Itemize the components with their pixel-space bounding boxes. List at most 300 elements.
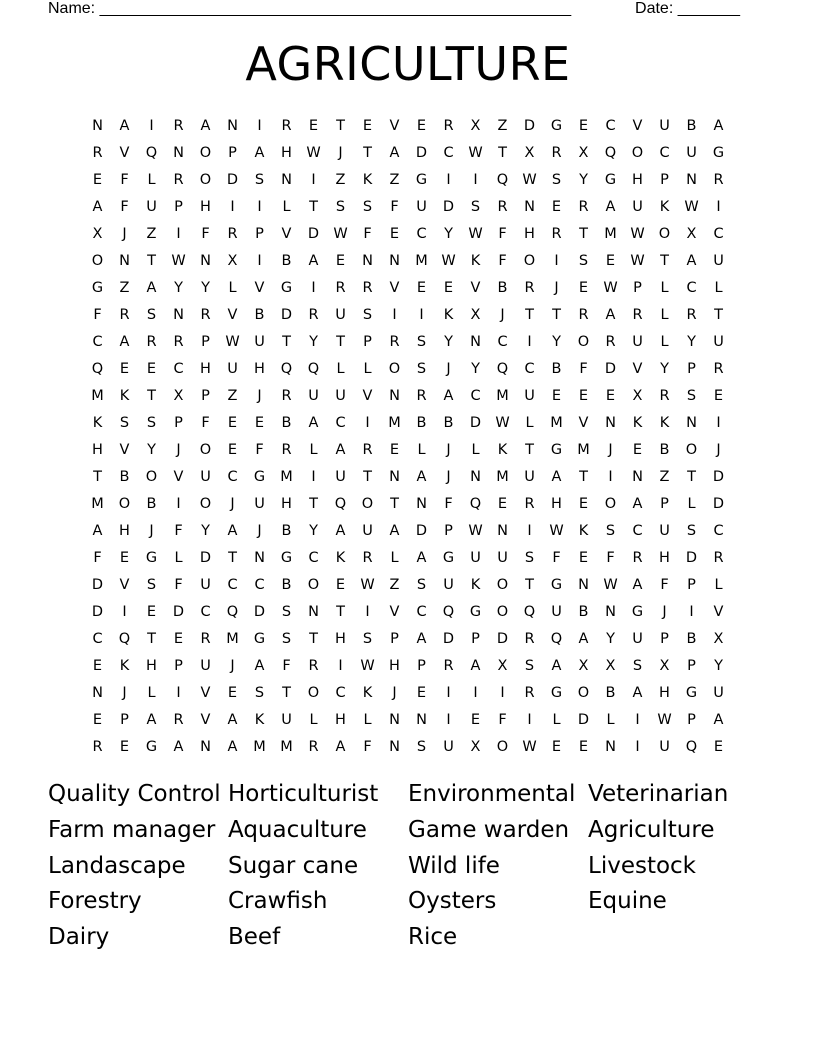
grid-letter: G — [415, 172, 428, 188]
grid-letter: A — [416, 631, 427, 647]
grid-letter: M — [550, 415, 563, 431]
grid-letter: D — [253, 604, 266, 620]
word-bank-item: Sugar cane — [228, 852, 359, 879]
grid-letter: X — [173, 388, 184, 404]
grid-letter: L — [660, 307, 669, 323]
grid-letter: W — [684, 199, 699, 215]
grid-letter: N — [605, 604, 616, 620]
grid-letter: Y — [309, 523, 318, 539]
grid-letter: W — [468, 226, 483, 242]
grid-letter: N — [389, 469, 400, 485]
grid-letter: X — [227, 253, 238, 269]
grid-row — [84, 221, 732, 248]
grid-letter: Y — [201, 523, 210, 539]
grid-letter: Q — [496, 172, 509, 188]
grid-letter: B — [497, 280, 508, 296]
grid-letter: H — [200, 361, 211, 377]
grid-letter: M — [496, 388, 509, 404]
grid-letter: I — [338, 658, 343, 674]
grid-letter: T — [147, 631, 156, 647]
grid-letter: X — [92, 226, 103, 242]
grid-letter: V — [200, 712, 211, 728]
grid-letter: H — [632, 172, 643, 188]
grid-letter: S — [362, 199, 373, 215]
word-bank — [48, 776, 788, 955]
grid-letter: T — [228, 550, 237, 566]
grid-letter: E — [578, 280, 589, 296]
grid-letter: I — [176, 685, 181, 701]
grid-letter: B — [416, 415, 427, 431]
grid-letter: N — [119, 253, 130, 269]
grid-letter: D — [91, 577, 104, 593]
grid-row — [84, 194, 732, 221]
grid-letter: Z — [389, 577, 400, 593]
grid-letter: T — [552, 307, 561, 323]
grid-letter: R — [173, 118, 184, 134]
grid-letter: V — [119, 577, 130, 593]
grid-letter: C — [524, 361, 535, 377]
grid-row — [84, 734, 732, 761]
grid-letter: U — [470, 550, 481, 566]
grid-letter: R — [92, 739, 103, 755]
grid-letter: P — [201, 388, 210, 404]
grid-letter: Y — [606, 631, 615, 647]
grid-letter: U — [686, 145, 697, 161]
grid-letter: M — [280, 469, 293, 485]
grid-letter: I — [365, 604, 370, 620]
grid-letter: P — [174, 199, 183, 215]
grid-letter: R — [524, 496, 535, 512]
grid-letter: U — [362, 523, 373, 539]
grid-letter: X — [578, 658, 589, 674]
grid-letter: R — [308, 658, 319, 674]
grid-letter: R — [173, 712, 184, 728]
grid-letter: A — [308, 415, 319, 431]
grid-letter: X — [632, 388, 643, 404]
grid-letter: A — [92, 523, 103, 539]
grid-letter: T — [579, 469, 588, 485]
grid-letter: P — [660, 172, 669, 188]
grid-letter: F — [498, 253, 507, 269]
grid-letter: Q — [496, 361, 509, 377]
grid-letter: X — [659, 658, 670, 674]
grid-letter: H — [200, 199, 211, 215]
grid-letter: C — [713, 523, 724, 539]
grid-letter: J — [554, 280, 559, 296]
grid-letter: E — [308, 118, 319, 134]
grid-letter: L — [228, 280, 237, 296]
grid-letter: P — [174, 658, 183, 674]
word-bank-item: Oysters — [408, 888, 497, 915]
grid-row — [84, 545, 732, 572]
grid-letter: E — [551, 199, 562, 215]
grid-letter: K — [470, 253, 481, 269]
grid-letter: X — [713, 631, 724, 647]
grid-letter: U — [713, 685, 724, 701]
grid-letter: Y — [444, 226, 453, 242]
grid-row — [84, 572, 732, 599]
grid-letter: Y — [201, 280, 210, 296]
grid-letter: A — [632, 577, 643, 593]
grid-letter: I — [149, 118, 154, 134]
grid-row — [84, 383, 732, 410]
grid-letter: B — [551, 361, 562, 377]
grid-letter: S — [254, 172, 265, 188]
grid-letter: S — [416, 577, 427, 593]
grid-letter: H — [335, 631, 346, 647]
grid-letter: F — [390, 199, 399, 215]
grid-letter: C — [335, 415, 346, 431]
grid-letter: P — [174, 415, 183, 431]
grid-letter: R — [416, 388, 427, 404]
grid-letter: E — [443, 280, 454, 296]
grid-letter: F — [282, 658, 291, 674]
grid-letter: M — [226, 631, 239, 647]
word-bank-item: Crawfish — [228, 888, 328, 915]
grid-letter: T — [309, 496, 318, 512]
grid-letter: C — [416, 604, 427, 620]
grid-letter: A — [335, 739, 346, 755]
grid-letter: B — [281, 577, 292, 593]
grid-letter: E — [362, 118, 373, 134]
grid-letter: B — [686, 631, 697, 647]
grid-letter: D — [91, 604, 104, 620]
grid-letter: W — [495, 415, 510, 431]
grid-letter: Q — [442, 604, 455, 620]
grid-letter: U — [659, 739, 670, 755]
grid-letter: M — [496, 469, 509, 485]
grid-letter: N — [389, 712, 400, 728]
grid-row — [84, 410, 732, 437]
grid-letter: C — [92, 631, 103, 647]
grid-letter: S — [119, 415, 130, 431]
grid-letter: A — [173, 739, 184, 755]
grid-letter: R — [281, 442, 292, 458]
grid-letter: F — [174, 577, 183, 593]
grid-letter: U — [632, 334, 643, 350]
grid-letter: O — [199, 172, 212, 188]
grid-letter: H — [146, 658, 157, 674]
grid-letter: C — [497, 334, 508, 350]
grid-letter: O — [523, 253, 536, 269]
grid-letter: T — [309, 199, 318, 215]
grid-letter: J — [446, 361, 451, 377]
word-bank-item: Rice — [408, 924, 458, 950]
grid-letter: R — [308, 307, 319, 323]
grid-letter: F — [120, 199, 129, 215]
word-bank-item: Horticulturist — [228, 781, 379, 807]
grid-letter: Y — [714, 658, 723, 674]
grid-letter: Q — [334, 496, 347, 512]
grid-letter: D — [442, 631, 455, 647]
grid-letter: Q — [145, 145, 158, 161]
grid-row — [84, 275, 732, 302]
grid-letter: A — [713, 118, 724, 134]
grid-letter: R — [281, 118, 292, 134]
grid-letter: Z — [227, 388, 238, 404]
grid-letter: L — [282, 199, 291, 215]
grid-letter: D — [442, 199, 455, 215]
grid-letter: J — [608, 442, 613, 458]
grid-letter: E — [254, 415, 265, 431]
grid-letter: C — [173, 361, 184, 377]
grid-letter: N — [389, 388, 400, 404]
grid-letter: U — [254, 334, 265, 350]
grid-letter: R — [632, 550, 643, 566]
grid-letter: S — [362, 631, 373, 647]
grid-letter: K — [362, 172, 373, 188]
grid-letter: R — [524, 685, 535, 701]
grid-letter: I — [257, 118, 262, 134]
grid-letter: C — [605, 118, 616, 134]
grid-letter: Y — [444, 334, 453, 350]
grid-letter: I — [419, 307, 424, 323]
grid-letter: E — [119, 361, 130, 377]
grid-letter: H — [119, 523, 130, 539]
grid-letter: R — [146, 334, 157, 350]
grid-letter: R — [308, 739, 319, 755]
grid-letter: J — [716, 442, 721, 458]
grid-letter: J — [662, 604, 667, 620]
grid-letter: G — [145, 550, 158, 566]
grid-letter: E — [497, 496, 508, 512]
grid-letter: E — [713, 388, 724, 404]
grid-letter: U — [632, 631, 643, 647]
grid-letter: E — [119, 739, 130, 755]
grid-letter: A — [200, 118, 211, 134]
grid-letter: E — [389, 442, 400, 458]
grid-letter: C — [227, 577, 238, 593]
grid-letter: N — [92, 118, 103, 134]
grid-letter: F — [498, 712, 507, 728]
grid-letter: Z — [497, 118, 508, 134]
grid-letter: F — [363, 739, 372, 755]
grid-letter: R — [362, 280, 373, 296]
grid-letter: R — [173, 334, 184, 350]
grid-letter: U — [497, 550, 508, 566]
grid-letter: R — [281, 388, 292, 404]
grid-letter: U — [200, 658, 211, 674]
grid-letter: C — [713, 226, 724, 242]
grid-letter: U — [713, 253, 724, 269]
grid-letter: I — [257, 199, 262, 215]
grid-letter: J — [500, 307, 505, 323]
grid-letter: A — [470, 658, 481, 674]
grid-letter: T — [687, 469, 696, 485]
grid-letter: N — [686, 415, 697, 431]
grid-row — [84, 680, 732, 707]
grid-letter: F — [498, 226, 507, 242]
grid-letter: W — [522, 172, 537, 188]
grid-letter: Q — [118, 631, 131, 647]
grid-letter: A — [119, 334, 130, 350]
grid-letter: U — [281, 712, 292, 728]
grid-letter: X — [524, 145, 535, 161]
grid-letter: V — [119, 145, 130, 161]
grid-letter: L — [417, 442, 426, 458]
grid-letter: R — [173, 172, 184, 188]
grid-letter: R — [713, 172, 724, 188]
grid-letter: S — [416, 739, 427, 755]
grid-letter: Z — [389, 172, 400, 188]
grid-letter: L — [552, 712, 561, 728]
grid-row — [84, 437, 732, 464]
grid-letter: F — [363, 226, 372, 242]
grid-letter: N — [686, 172, 697, 188]
grid-letter: U — [659, 523, 670, 539]
grid-letter: D — [577, 712, 590, 728]
grid-letter: E — [416, 685, 427, 701]
grid-letter: D — [415, 523, 428, 539]
grid-letter: E — [578, 388, 589, 404]
grid-letter: P — [471, 631, 480, 647]
grid-letter: J — [122, 226, 127, 242]
grid-letter: L — [363, 361, 372, 377]
grid-letter: K — [632, 415, 643, 431]
grid-letter: D — [172, 604, 185, 620]
grid-letter: P — [687, 712, 696, 728]
grid-letter: A — [632, 496, 643, 512]
grid-letter: D — [226, 172, 239, 188]
grid-letter: R — [389, 334, 400, 350]
grid-letter: O — [685, 442, 698, 458]
grid-letter: W — [630, 253, 645, 269]
grid-letter: P — [660, 631, 669, 647]
grid-letter: A — [389, 145, 400, 161]
grid-letter: U — [713, 334, 724, 350]
grid-letter: A — [335, 523, 346, 539]
grid-letter: N — [416, 496, 427, 512]
grid-letter: B — [119, 469, 130, 485]
grid-letter: K — [254, 712, 265, 728]
grid-letter: D — [523, 118, 536, 134]
grid-letter: W — [306, 145, 321, 161]
grid-letter: Q — [469, 496, 482, 512]
grid-letter: C — [335, 685, 346, 701]
grid-letter: C — [416, 226, 427, 242]
grid-letter: D — [712, 469, 725, 485]
grid-letter: E — [92, 658, 103, 674]
grid-letter: O — [118, 496, 131, 512]
grid-letter: A — [389, 523, 400, 539]
grid-letter: A — [551, 469, 562, 485]
grid-letter: I — [635, 712, 640, 728]
grid-letter: R — [524, 280, 535, 296]
grid-row — [84, 248, 732, 275]
grid-letter: V — [173, 469, 184, 485]
grid-letter: N — [389, 739, 400, 755]
grid-letter: O — [604, 496, 617, 512]
grid-letter: F — [201, 415, 210, 431]
grid-letter: A — [686, 253, 697, 269]
grid-letter: T — [336, 334, 345, 350]
grid-letter: A — [254, 658, 265, 674]
grid-letter: B — [281, 253, 292, 269]
grid-letter: J — [122, 685, 127, 701]
grid-letter: D — [712, 496, 725, 512]
grid-letter: R — [443, 118, 454, 134]
grid-letter: G — [550, 577, 563, 593]
grid-letter: R — [119, 307, 130, 323]
grid-letter: Q — [604, 145, 617, 161]
puzzle-title: AGRICULTURE — [245, 37, 571, 91]
grid-letter: U — [254, 496, 265, 512]
grid-letter: L — [147, 685, 156, 701]
word-bank-item: Landascape — [48, 852, 186, 879]
grid-letter: E — [578, 496, 589, 512]
grid-letter: G — [604, 172, 617, 188]
grid-letter: H — [551, 496, 562, 512]
grid-letter: M — [253, 739, 266, 755]
grid-letter: W — [468, 145, 483, 161]
grid-letter: N — [200, 739, 211, 755]
name-field-label: Name: _____________________________________________________ — [48, 0, 572, 17]
grid-row — [84, 599, 732, 626]
grid-letter: L — [525, 415, 534, 431]
grid-letter: V — [470, 280, 481, 296]
grid-letter: P — [417, 658, 426, 674]
grid-letter: H — [335, 712, 346, 728]
grid-letter: S — [146, 307, 157, 323]
grid-letter: B — [254, 307, 265, 323]
grid-letter: M — [91, 496, 104, 512]
grid-letter: K — [443, 307, 454, 323]
grid-letter: B — [146, 496, 157, 512]
grid-letter: W — [333, 226, 348, 242]
grid-letter: V — [389, 280, 400, 296]
grid-letter: N — [173, 145, 184, 161]
grid-letter: D — [604, 361, 617, 377]
grid-letter: N — [578, 577, 589, 593]
grid-letter: A — [632, 685, 643, 701]
word-bank-item: Agriculture — [588, 816, 715, 843]
grid-letter: T — [390, 496, 399, 512]
grid-letter: E — [470, 712, 481, 728]
grid-row — [84, 653, 732, 680]
grid-letter: P — [363, 334, 372, 350]
grid-letter: R — [605, 334, 616, 350]
grid-letter: I — [554, 253, 559, 269]
grid-letter: G — [631, 604, 644, 620]
grid-letter: I — [635, 739, 640, 755]
grid-letter: O — [577, 685, 590, 701]
grid-letter: E — [227, 685, 238, 701]
grid-letter: Y — [147, 442, 156, 458]
grid-letter: N — [227, 118, 238, 134]
grid-letter: E — [92, 712, 103, 728]
grid-letter: Q — [280, 361, 293, 377]
grid-letter: N — [470, 334, 481, 350]
grid-letter: W — [441, 253, 456, 269]
grid-letter: F — [120, 172, 129, 188]
grid-row — [84, 113, 732, 140]
grid-letter: O — [496, 739, 509, 755]
grid-letter: T — [93, 469, 102, 485]
grid-letter: H — [524, 226, 535, 242]
grid-letter: R — [686, 307, 697, 323]
word-bank-item: Equine — [588, 888, 667, 915]
grid-letter: A — [443, 388, 454, 404]
grid-letter: N — [308, 604, 319, 620]
grid-letter: G — [145, 739, 158, 755]
grid-letter: Q — [307, 361, 320, 377]
grid-letter: Q — [550, 631, 563, 647]
grid-letter: H — [92, 442, 103, 458]
grid-letter: R — [551, 145, 562, 161]
grid-letter: N — [389, 253, 400, 269]
grid-letter: S — [470, 199, 481, 215]
grid-letter: T — [147, 253, 156, 269]
